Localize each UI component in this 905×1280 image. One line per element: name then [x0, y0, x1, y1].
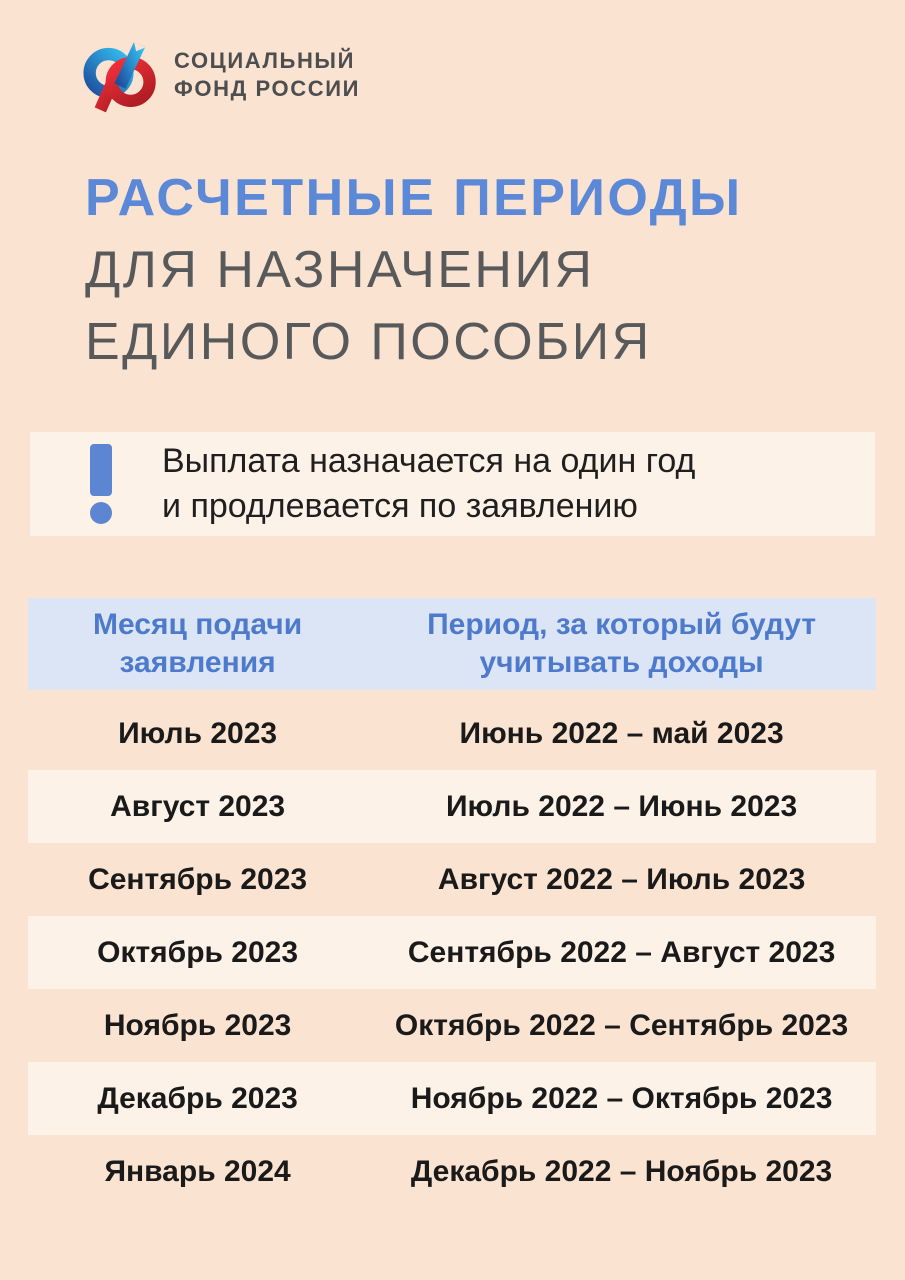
title-line1: РАСЧЕТНЫЕ ПЕРИОДЫ [85, 169, 743, 227]
column-header-month: Месяц подачи заявления [93, 608, 303, 679]
table-row [28, 770, 876, 843]
cell-period: Сентябрь 2022 – Август 2023 [407, 935, 836, 969]
header-gap [28, 690, 876, 697]
cell-month: Октябрь 2023 [97, 935, 299, 969]
cell-period: Август 2022 – Июль 2023 [437, 862, 806, 896]
table-row [28, 697, 876, 770]
table-row [28, 843, 876, 916]
cell-month: Декабрь 2023 [97, 1081, 298, 1115]
exclamation-icon [88, 444, 114, 524]
note-box [30, 432, 875, 536]
table-row [28, 1135, 876, 1208]
title-line3: ЕДИНОГО ПОСОБИЯ [85, 313, 652, 371]
cell-period: Июнь 2022 – май 2023 [459, 716, 784, 750]
note-line2: и продлевается по заявлению [162, 487, 638, 525]
cell-month: Июль 2023 [118, 716, 278, 750]
table-header-row [28, 598, 876, 690]
note-line1: Выплата назначается на один год [162, 442, 696, 480]
logo-org-line1: СОЦИАЛЬНЫЙ [174, 48, 355, 73]
table-body [28, 697, 876, 1208]
page-title [85, 162, 743, 378]
periods-table [28, 598, 876, 1208]
column-header-period: Период, за который будут учитывать доходы [427, 608, 817, 679]
title-line2: ДЛЯ НАЗНАЧЕНИЯ [85, 241, 595, 299]
logo-org-line2: ФОНД РОССИИ [174, 76, 361, 101]
table-row [28, 916, 876, 989]
cell-period: Декабрь 2022 – Ноябрь 2023 [410, 1154, 833, 1188]
table-row [28, 989, 876, 1062]
cell-month: Январь 2024 [104, 1154, 291, 1188]
cell-period: Июль 2022 – Июнь 2023 [445, 789, 798, 823]
cell-period: Ноябрь 2022 – Октябрь 2023 [410, 1081, 833, 1115]
cell-period: Октябрь 2022 – Сентябрь 2023 [394, 1008, 849, 1042]
sfr-logo-icon [78, 36, 162, 114]
sfr-logo [78, 36, 360, 114]
cell-month: Август 2023 [110, 789, 286, 823]
sfr-logo-wordmark [174, 47, 360, 103]
cell-month: Ноябрь 2023 [103, 1008, 292, 1042]
table-row [28, 1062, 876, 1135]
cell-month: Сентябрь 2023 [88, 862, 308, 896]
note-text [162, 439, 695, 529]
